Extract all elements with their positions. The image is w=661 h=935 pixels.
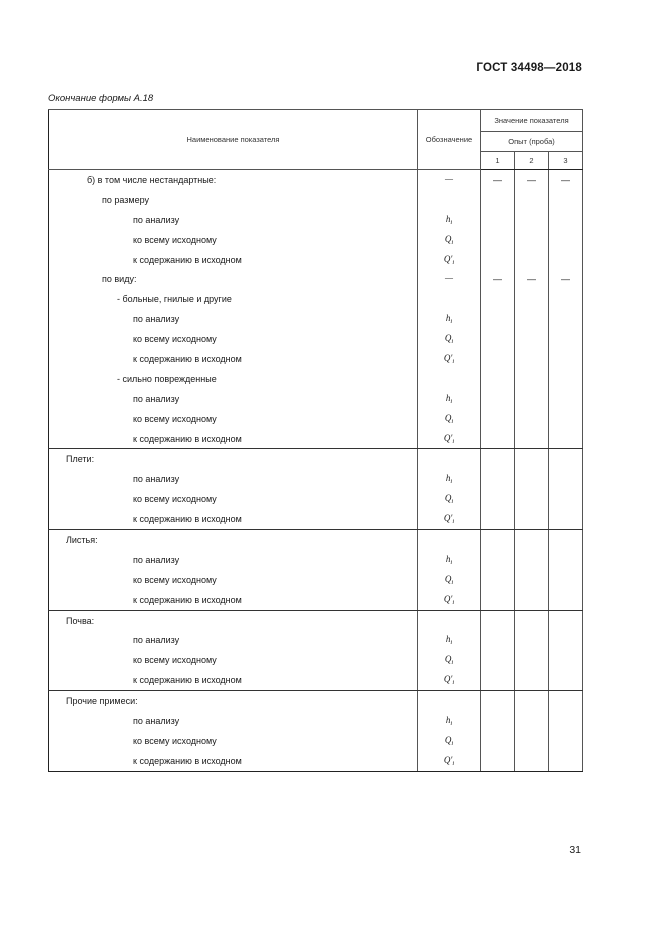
table-row bbox=[49, 349, 583, 369]
trial-2-value bbox=[515, 369, 549, 389]
trial-3-value bbox=[549, 550, 583, 570]
trial-2-value bbox=[515, 190, 549, 210]
indicator-symbol bbox=[418, 489, 481, 509]
trial-3-value bbox=[549, 630, 583, 650]
table-row bbox=[49, 329, 583, 349]
table-row bbox=[49, 190, 583, 210]
trial-1-value bbox=[481, 509, 515, 529]
table-row bbox=[49, 409, 583, 429]
table-row bbox=[49, 550, 583, 570]
indicator-symbol bbox=[418, 289, 481, 309]
table-row bbox=[49, 751, 583, 771]
symbol-base: Q′ bbox=[443, 513, 453, 524]
symbol-subscript: i bbox=[452, 679, 455, 687]
table-row bbox=[49, 509, 583, 529]
table-row bbox=[49, 711, 583, 731]
indicator-name: к содержанию в исходном bbox=[49, 590, 418, 610]
symbol-subscript: i bbox=[452, 357, 455, 365]
trial-3-value: — bbox=[549, 170, 583, 190]
trial-3-value bbox=[549, 489, 583, 509]
trial-1-value bbox=[481, 369, 515, 389]
indicator-name: к содержанию в исходном bbox=[49, 670, 418, 690]
table-row bbox=[49, 449, 583, 469]
trial-3-value bbox=[549, 650, 583, 670]
symbol-subscript: i bbox=[451, 417, 454, 425]
trial-2-value bbox=[515, 309, 549, 329]
indicator-symbol bbox=[418, 751, 481, 771]
symbol-base: h bbox=[445, 213, 451, 224]
table-body bbox=[49, 170, 583, 772]
indicator-name: по анализу bbox=[49, 309, 418, 329]
trial-1-value bbox=[481, 670, 515, 690]
trial-2-value bbox=[515, 289, 549, 309]
table-row bbox=[49, 210, 583, 230]
trial-2-value bbox=[515, 230, 549, 250]
symbol-base: Q bbox=[444, 412, 452, 423]
trial-1-value: — bbox=[481, 269, 515, 289]
trial-1-value bbox=[481, 590, 515, 610]
indicator-symbol bbox=[418, 309, 481, 329]
indicator-name: ко всему исходному bbox=[49, 489, 418, 509]
trial-1-value bbox=[481, 550, 515, 570]
trial-2-value bbox=[515, 570, 549, 590]
trial-1-value bbox=[481, 449, 515, 469]
trial-2-value: — bbox=[515, 170, 549, 190]
trial-2-value bbox=[515, 670, 549, 690]
trial-3-value bbox=[549, 250, 583, 270]
indicator-symbol bbox=[418, 610, 481, 630]
indicator-name: по размеру bbox=[49, 190, 418, 210]
symbol-base: Q′ bbox=[443, 674, 453, 685]
trial-3-value: — bbox=[549, 269, 583, 289]
trial-2-value bbox=[515, 650, 549, 670]
trial-2-value bbox=[515, 409, 549, 429]
trial-3-value bbox=[549, 210, 583, 230]
indicator-symbol bbox=[418, 731, 481, 751]
trial-1-value bbox=[481, 389, 515, 409]
indicator-name: Прочие примеси: bbox=[49, 691, 418, 711]
header-trial-1: 1 bbox=[481, 152, 515, 170]
trial-2-value bbox=[515, 751, 549, 771]
symbol-subscript: i bbox=[450, 397, 453, 405]
indicator-name: ко всему исходному bbox=[49, 650, 418, 670]
symbol-subscript: i bbox=[450, 558, 453, 566]
table-row bbox=[49, 670, 583, 690]
trial-2-value bbox=[515, 429, 549, 449]
trial-1-value bbox=[481, 329, 515, 349]
trial-2-value bbox=[515, 590, 549, 610]
symbol-base: Q bbox=[444, 734, 452, 745]
trial-1-value bbox=[481, 711, 515, 731]
trial-1-value bbox=[481, 731, 515, 751]
symbol-subscript: i bbox=[452, 598, 455, 606]
symbol-subscript: i bbox=[451, 659, 454, 667]
table-row bbox=[49, 691, 583, 711]
indicator-name: по анализу bbox=[49, 469, 418, 489]
trial-1-value bbox=[481, 630, 515, 650]
symbol-base: Q bbox=[444, 573, 452, 584]
trial-1-value bbox=[481, 650, 515, 670]
symbol-base: Q bbox=[444, 654, 452, 665]
indicator-symbol bbox=[418, 369, 481, 389]
trial-1-value bbox=[481, 230, 515, 250]
table-row bbox=[49, 469, 583, 489]
trial-2-value bbox=[515, 210, 549, 230]
trial-1-value bbox=[481, 309, 515, 329]
form-caption: Окончание формы А.18 bbox=[48, 93, 154, 104]
indicator-symbol bbox=[418, 650, 481, 670]
indicator-symbol bbox=[418, 409, 481, 429]
trial-1-value bbox=[481, 489, 515, 509]
indicator-name: б) в том числе нестандартные: bbox=[49, 170, 418, 190]
symbol-subscript: i bbox=[451, 578, 454, 586]
trial-3-value bbox=[549, 469, 583, 489]
indicator-name: по анализу bbox=[49, 711, 418, 731]
indicator-symbol bbox=[418, 349, 481, 369]
table-row bbox=[49, 489, 583, 509]
trial-3-value bbox=[549, 530, 583, 550]
indicator-name: к содержанию в исходном bbox=[49, 429, 418, 449]
indicator-symbol bbox=[418, 509, 481, 529]
indicator-name: по анализу bbox=[49, 210, 418, 230]
indicator-symbol bbox=[418, 269, 481, 289]
trial-3-value bbox=[549, 731, 583, 751]
trial-2-value: — bbox=[515, 269, 549, 289]
indicator-name: Почва: bbox=[49, 610, 418, 630]
trial-3-value bbox=[549, 711, 583, 731]
indicator-symbol bbox=[418, 691, 481, 711]
trial-1-value bbox=[481, 289, 515, 309]
indicator-symbol bbox=[418, 570, 481, 590]
trial-3-value bbox=[549, 309, 583, 329]
trial-2-value bbox=[515, 731, 549, 751]
trial-3-value bbox=[549, 590, 583, 610]
indicator-symbol bbox=[418, 389, 481, 409]
indicator-symbol bbox=[418, 170, 481, 190]
trial-2-value bbox=[515, 711, 549, 731]
symbol-base: h bbox=[445, 473, 451, 484]
trial-1-value bbox=[481, 469, 515, 489]
trial-1-value bbox=[481, 751, 515, 771]
trial-2-value bbox=[515, 250, 549, 270]
indicator-symbol bbox=[418, 469, 481, 489]
indicator-name: к содержанию в исходном bbox=[49, 509, 418, 529]
trial-2-value bbox=[515, 530, 549, 550]
trial-3-value bbox=[549, 429, 583, 449]
symbol-subscript: i bbox=[452, 437, 455, 445]
trial-1-value bbox=[481, 610, 515, 630]
indicator-name: ко всему исходному bbox=[49, 329, 418, 349]
indicator-symbol bbox=[418, 329, 481, 349]
symbol-base: h bbox=[445, 553, 451, 564]
indicator-symbol bbox=[418, 711, 481, 731]
table-row bbox=[49, 630, 583, 650]
symbol-base: Q bbox=[444, 493, 452, 504]
symbol-base: h bbox=[445, 714, 451, 725]
trial-1-value bbox=[481, 190, 515, 210]
trial-1-value bbox=[481, 691, 515, 711]
indicator-name: ко всему исходному bbox=[49, 570, 418, 590]
symbol-base: Q bbox=[444, 333, 452, 344]
trial-2-value bbox=[515, 349, 549, 369]
trial-3-value bbox=[549, 751, 583, 771]
trial-2-value bbox=[515, 691, 549, 711]
indicator-name: к содержанию в исходном bbox=[49, 751, 418, 771]
table-row bbox=[49, 570, 583, 590]
trial-3-value bbox=[549, 409, 583, 429]
trial-3-value bbox=[549, 289, 583, 309]
document-code: ГОСТ 34498—2018 bbox=[476, 62, 582, 74]
trial-2-value bbox=[515, 469, 549, 489]
trial-1-value bbox=[481, 429, 515, 449]
header-trial: Опыт (проба) bbox=[481, 132, 583, 152]
trial-3-value bbox=[549, 570, 583, 590]
table-row bbox=[49, 590, 583, 610]
table-row bbox=[49, 309, 583, 329]
table-row bbox=[49, 429, 583, 449]
symbol-base: Q′ bbox=[443, 352, 453, 363]
symbol-base: h bbox=[445, 313, 451, 324]
indicators-table bbox=[48, 109, 583, 772]
indicator-symbol bbox=[418, 530, 481, 550]
indicator-name: ко всему исходному bbox=[49, 409, 418, 429]
symbol-subscript: i bbox=[452, 258, 455, 266]
indicator-name: к содержанию в исходном bbox=[49, 250, 418, 270]
header-indicator-name: Наименование показателя bbox=[49, 110, 418, 170]
symbol-subscript: i bbox=[452, 759, 455, 767]
symbol-base: Q′ bbox=[443, 754, 453, 765]
table-row bbox=[49, 369, 583, 389]
symbol-subscript: i bbox=[451, 498, 454, 506]
symbol-base: — bbox=[444, 273, 453, 284]
trial-2-value bbox=[515, 389, 549, 409]
symbol-base: h bbox=[445, 634, 451, 645]
trial-3-value bbox=[549, 610, 583, 630]
indicator-name: Листья: bbox=[49, 530, 418, 550]
trial-1-value bbox=[481, 349, 515, 369]
trial-3-value bbox=[549, 230, 583, 250]
trial-1-value bbox=[481, 409, 515, 429]
trial-2-value bbox=[515, 550, 549, 570]
indicator-symbol bbox=[418, 550, 481, 570]
indicator-symbol bbox=[418, 449, 481, 469]
indicator-name: по анализу bbox=[49, 630, 418, 650]
trial-3-value bbox=[549, 369, 583, 389]
header-symbol: Обозначение bbox=[418, 110, 481, 170]
symbol-base: Q bbox=[444, 233, 452, 244]
table-row bbox=[49, 230, 583, 250]
trial-3-value bbox=[549, 329, 583, 349]
symbol-base: Q′ bbox=[443, 593, 453, 604]
symbol-base: Q′ bbox=[443, 432, 453, 443]
symbol-subscript: i bbox=[450, 478, 453, 486]
trial-3-value bbox=[549, 190, 583, 210]
indicator-symbol bbox=[418, 590, 481, 610]
header-trial-3: 3 bbox=[549, 152, 583, 170]
symbol-subscript: i bbox=[451, 338, 454, 346]
table-row bbox=[49, 650, 583, 670]
trial-1-value: — bbox=[481, 170, 515, 190]
trial-3-value bbox=[549, 389, 583, 409]
indicator-symbol bbox=[418, 190, 481, 210]
indicator-symbol bbox=[418, 630, 481, 650]
indicator-name: по анализу bbox=[49, 389, 418, 409]
symbol-subscript: i bbox=[452, 518, 455, 526]
indicator-symbol bbox=[418, 230, 481, 250]
trial-3-value bbox=[549, 691, 583, 711]
table-row bbox=[49, 289, 583, 309]
indicator-symbol bbox=[418, 250, 481, 270]
trial-2-value bbox=[515, 630, 549, 650]
symbol-subscript: i bbox=[450, 318, 453, 326]
page-number: 31 bbox=[569, 844, 581, 856]
symbol-subscript: i bbox=[450, 719, 453, 727]
symbol-base: — bbox=[444, 173, 453, 184]
trial-3-value bbox=[549, 670, 583, 690]
table-row bbox=[49, 530, 583, 550]
symbol-subscript: i bbox=[451, 739, 454, 747]
trial-3-value bbox=[549, 349, 583, 369]
indicator-symbol bbox=[418, 429, 481, 449]
header-indicator-value: Значение показателя bbox=[481, 110, 583, 132]
trial-3-value bbox=[549, 449, 583, 469]
trial-2-value bbox=[515, 449, 549, 469]
symbol-subscript: i bbox=[450, 639, 453, 647]
table-row bbox=[49, 389, 583, 409]
indicator-name: ко всему исходному bbox=[49, 731, 418, 751]
header-trial-2: 2 bbox=[515, 152, 549, 170]
trial-1-value bbox=[481, 530, 515, 550]
table-row bbox=[49, 610, 583, 630]
indicator-symbol bbox=[418, 210, 481, 230]
table-row bbox=[49, 731, 583, 751]
trial-1-value bbox=[481, 210, 515, 230]
table-row bbox=[49, 269, 583, 289]
trial-2-value bbox=[515, 509, 549, 529]
indicator-symbol bbox=[418, 670, 481, 690]
trial-1-value bbox=[481, 250, 515, 270]
indicator-name: по анализу bbox=[49, 550, 418, 570]
table-header bbox=[49, 110, 583, 170]
table-row bbox=[49, 250, 583, 270]
indicator-name: - больные, гнилые и другие bbox=[49, 289, 418, 309]
symbol-subscript: i bbox=[451, 238, 454, 246]
trial-2-value bbox=[515, 610, 549, 630]
trial-3-value bbox=[549, 509, 583, 529]
symbol-base: Q′ bbox=[443, 253, 453, 264]
symbol-subscript: i bbox=[450, 218, 453, 226]
indicator-name: ко всему исходному bbox=[49, 230, 418, 250]
indicator-name: - сильно поврежденные bbox=[49, 369, 418, 389]
indicator-name: к содержанию в исходном bbox=[49, 349, 418, 369]
trial-2-value bbox=[515, 329, 549, 349]
trial-1-value bbox=[481, 570, 515, 590]
symbol-base: h bbox=[445, 392, 451, 403]
table-row bbox=[49, 170, 583, 190]
indicator-name: Плети: bbox=[49, 449, 418, 469]
trial-2-value bbox=[515, 489, 549, 509]
indicator-name: по виду: bbox=[49, 269, 418, 289]
